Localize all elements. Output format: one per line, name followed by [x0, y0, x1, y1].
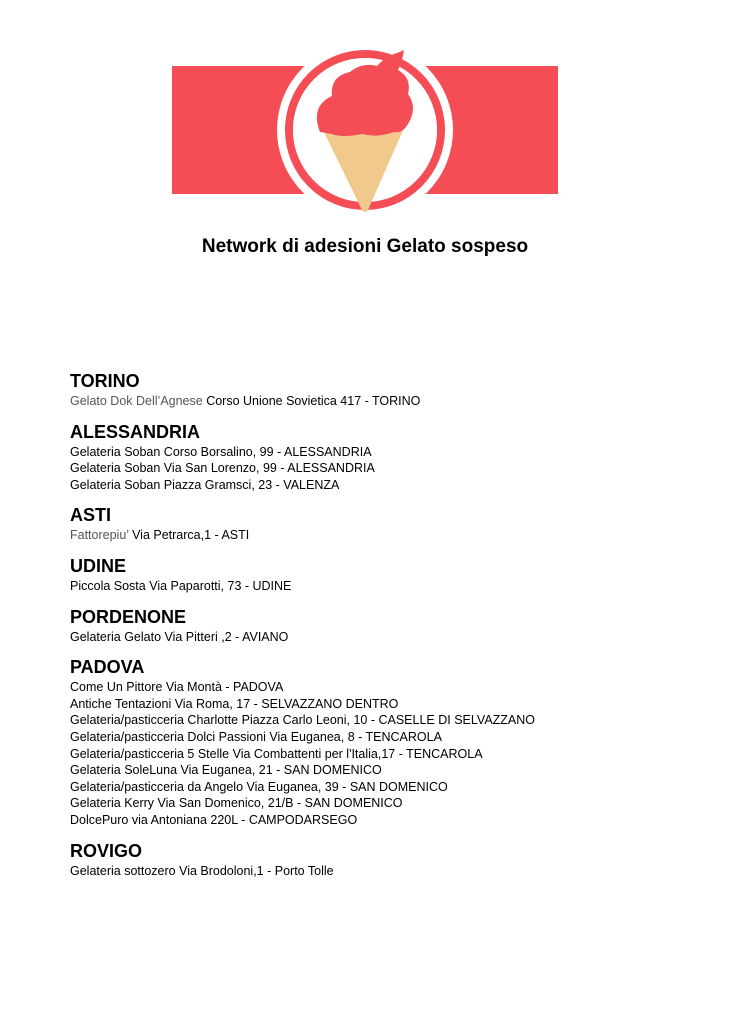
section-padova	[70, 657, 710, 828]
store-address: Gelateria Soban Via San Lorenzo, 99 - ALESSANDRIA	[70, 461, 375, 476]
store-entry	[70, 477, 710, 494]
city-heading: PADOVA	[70, 657, 145, 678]
store-entry	[70, 460, 710, 477]
store-entry	[70, 746, 710, 763]
section-alessandria	[70, 422, 710, 494]
city-heading: ROVIGO	[70, 840, 143, 861]
store-entry	[70, 393, 710, 410]
store-entry	[70, 696, 710, 713]
store-name: Fattorepiu’	[70, 528, 129, 543]
store-address: Gelateria Kerry Via San Domenico, 21/B - SAN DOMENICO	[70, 796, 403, 811]
store-address: Piccola Sosta Via Paparotti, 73 - UDINE	[70, 578, 292, 593]
store-entry	[70, 812, 710, 829]
store-address: Gelateria/pasticceria Dolci Passioni Via Euganea, 8 - TENCAROLA	[70, 729, 442, 744]
section-asti	[70, 505, 710, 544]
store-address: Via Petrarca,1 - ASTI	[128, 528, 250, 543]
store-address: Corso Unione Sovietica 417 - TORINO	[202, 394, 421, 408]
store-address: Gelateria Soban Corso Borsalino, 99 - ALESSANDRIA	[70, 444, 372, 459]
store-entry	[70, 444, 710, 461]
store-address: Come Un Pittore Via Montà - PADOVA	[70, 680, 284, 695]
section-rovigo	[70, 841, 710, 880]
store-entry	[70, 729, 710, 746]
page-title: Network di adesioni Gelato sospeso	[201, 236, 529, 257]
city-heading: TORINO	[70, 371, 140, 391]
city-heading: ASTI	[70, 505, 112, 526]
store-entry	[70, 762, 710, 779]
store-list	[70, 371, 710, 891]
store-address: Gelateria/pasticceria da Angelo Via Euganea, 39 - SAN DOMENICO	[70, 779, 448, 794]
section-udine	[70, 556, 710, 595]
city-heading: ALESSANDRIA	[70, 421, 201, 442]
store-address: Gelateria Soban Piazza Gramsci, 23 - VALENZA	[70, 477, 340, 492]
store-address: Gelateria Gelato Via Pitteri ,2 - AVIANO	[70, 629, 289, 644]
store-name: Gelato Dok Dell’Agnese	[70, 394, 203, 408]
store-entry	[70, 527, 710, 544]
section-pordenone	[70, 607, 710, 646]
store-entry	[70, 779, 710, 796]
store-address: Gelateria SoleLuna Via Euganea, 21 - SAN DOMENICO	[70, 763, 382, 778]
store-entry	[70, 712, 710, 729]
store-address: Gelateria sottozero Via Brodoloni,1 - Porto Tolle	[70, 863, 334, 878]
store-entry	[70, 863, 710, 880]
section-torino	[70, 371, 710, 410]
store-entry	[70, 679, 710, 696]
store-entry	[70, 629, 710, 646]
store-address: Antiche Tentazioni Via Roma, 17 - SELVAZZANO DENTRO	[70, 696, 399, 711]
city-heading: UDINE	[70, 555, 127, 576]
store-entry	[70, 578, 710, 595]
gelato-sospeso-logo	[172, 48, 558, 213]
store-address: DolcePuro via Antoniana 220L - CAMPODARSEGO	[70, 812, 358, 827]
store-address: Gelateria/pasticceria Charlotte Piazza Carlo Leoni, 10 - CASELLE DI SELVAZZANO	[70, 713, 536, 728]
store-address: Gelateria/pasticceria 5 Stelle Via Combattenti per l'Italia,17 - TENCAROLA	[70, 746, 483, 761]
store-entry	[70, 795, 710, 812]
city-heading: PORDENONE	[70, 606, 187, 627]
